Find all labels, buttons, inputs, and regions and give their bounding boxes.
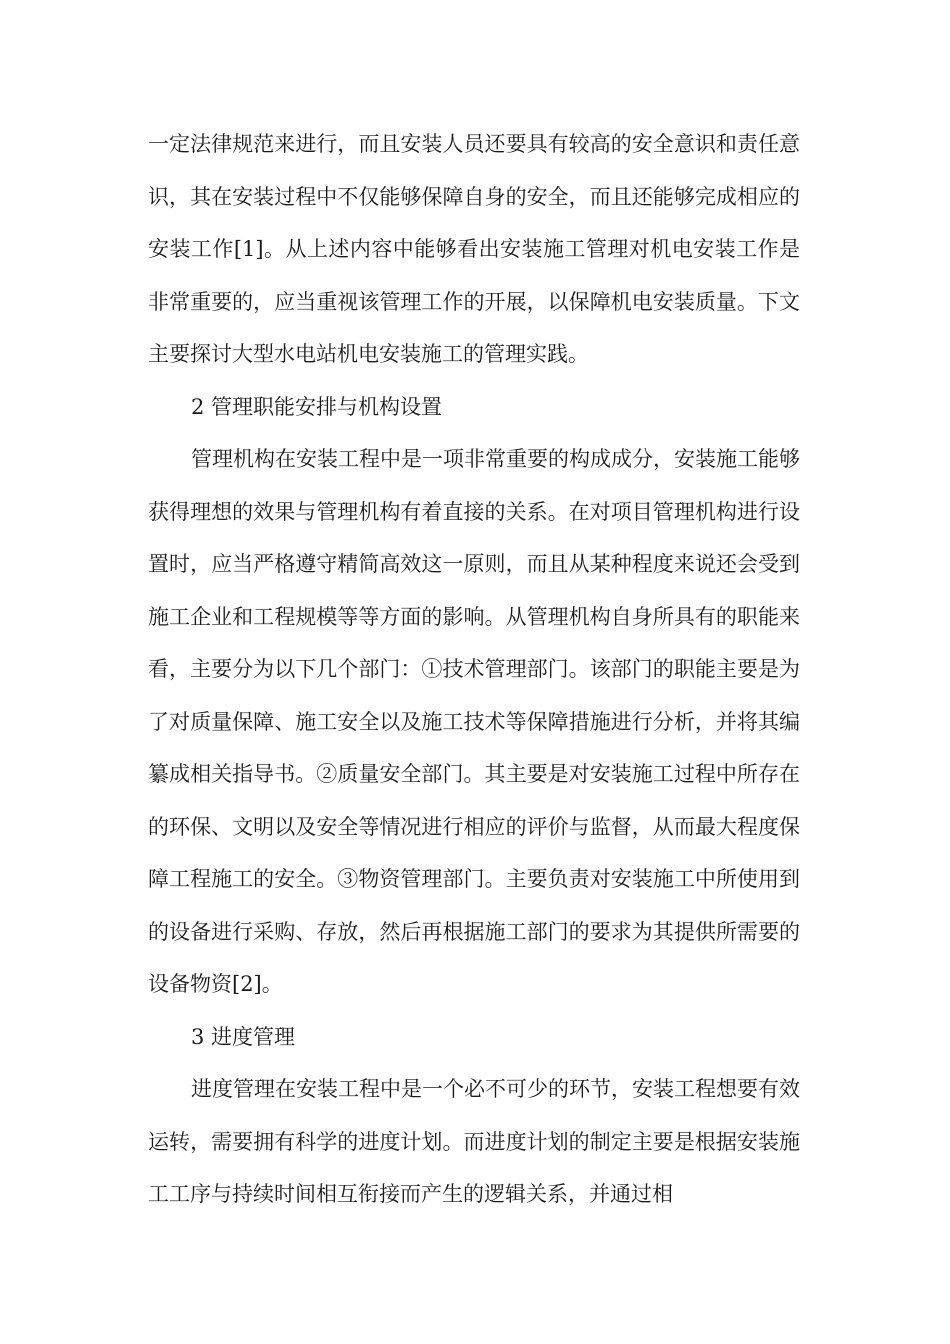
paragraph-section-2: 管理机构在安装工程中是一项非常重要的构成成分，安装施工能够获得理想的效果与管理机构有着直接的关系。在对项目管理机构进行设置时，应当严格遵守精简高效这一原则，而且从某种程度来说还会受到施工企业和工程规模等等方面的影响。从管理机构自身所具有的职能来看，主要分为以下几个部门：①技术管理部门。该部门的职能主要是为了对质量保障、施工安全以及施工技术等保障措施进行分析，并将其编纂成相关指导书。②质量安全部门。其主要是对安装施工过程中所存在的环保、文明以及安全等情况进行相应的评价与监督，从而最大程度保障工程施工的安全。③物资管理部门。主要负责对安装施工中所使用到的设备进行采购、存放，然后再根据施工部门的要求为其提供所需要的设备物资[2]。 xyxy=(148,447,800,996)
section-heading-3: 3 进度管理 xyxy=(191,1024,296,1049)
paragraph-section-3: 进度管理在安装工程中是一个必不可少的环节，安装工程想要有效运转，需要拥有科学的进度计划。而进度计划的制定主要是根据安装施工工序与持续时间相互衔接而产生的逻辑关系，并通过相 xyxy=(148,1077,800,1206)
section-heading-2: 2 管理职能安排与机构设置 xyxy=(191,394,443,419)
document-body xyxy=(148,118,800,1221)
paragraph-intro-continued: 一定法律规范来进行，而且安装人员还要具有较高的安全意识和责任意识，其在安装过程中不仅能够保障自身的安全，而且还能够完成相应的安装工作[1]。从上述内容中能够看出安装施工管理对机电安装工作是非常重要的，应当重视该管理工作的开展，以保障机电安装质量。下文主要探讨大型水电站机电安装施工的管理实践。 xyxy=(148,132,800,366)
